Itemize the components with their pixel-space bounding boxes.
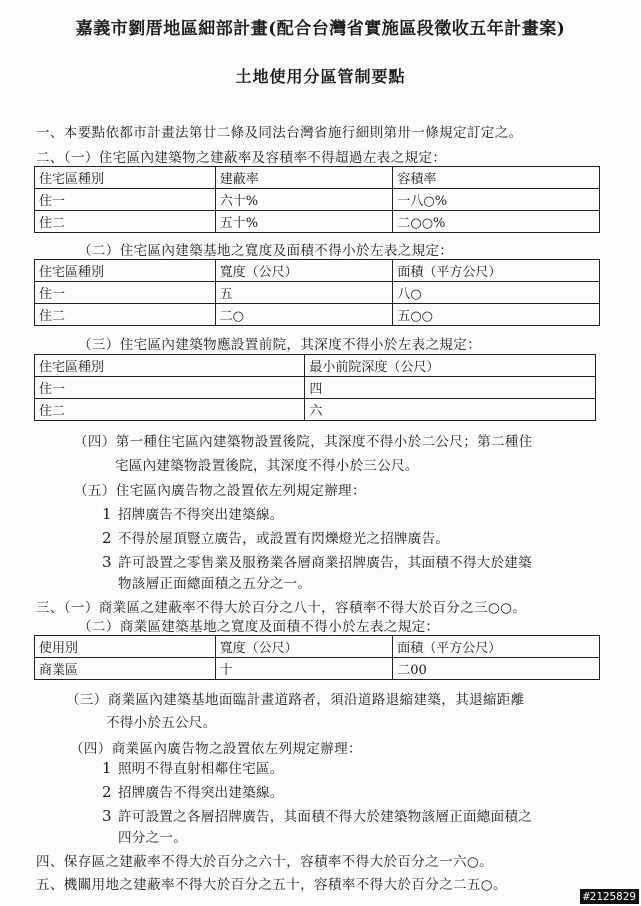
header-cell: 面積（平方公尺） (393, 260, 600, 282)
header-cell: 寬度（公尺） (215, 260, 393, 282)
list-item (102, 781, 284, 801)
clause-3-1: 三、（一）商業區之建蔽率不得大於百分之八十，容積率不得大於百分之三○○。 (36, 600, 527, 616)
table-cell: 住二 (35, 211, 216, 233)
table-cell: 一八○% (393, 189, 600, 211)
list-item (102, 503, 284, 523)
table-cell: 五 (215, 282, 393, 304)
item-number: 1 (102, 505, 112, 523)
clause-3-3: （三）商業區內建築基地面臨計畫道路者，須沿道路退縮建築，其退縮距離 (66, 692, 525, 708)
list-item (102, 757, 284, 777)
clause-2-2: （二）住宅區內建築基地之寬度及面積不得小於左表之規定： (78, 243, 454, 259)
item-number: 3 (102, 807, 112, 825)
item-text: 許可設置之各層招牌廣告，其面積不得大於建築物該層正面總面積之 (118, 809, 532, 825)
list-item (102, 527, 449, 547)
table-cell: 住二 (35, 399, 305, 421)
table-cell: 二00 (393, 658, 600, 680)
item-text: 招牌廣告不得突出建築線。 (118, 507, 284, 523)
table-row (35, 282, 600, 304)
clause-1: 一、本要點依都市計畫法第廿二條及同法台灣省施行細則第卅一條規定訂定之。 (36, 125, 523, 141)
header-cell: 使用別 (35, 636, 216, 658)
table-cell: 五十% (215, 211, 393, 233)
header-cell: 寬度（公尺） (215, 636, 393, 658)
item-number: 3 (102, 553, 112, 571)
list-item (102, 805, 532, 825)
table-cell: 住二 (35, 304, 216, 326)
table-cell: 二○○% (393, 211, 600, 233)
clause-3-4: （四）商業區內廣告物之設置依左列規定辦理： (70, 741, 362, 757)
list-item (102, 551, 532, 571)
header-cell: 最小前院深度（公尺） (305, 355, 596, 377)
table-cell: 六十% (215, 189, 393, 211)
header-cell: 建蔽率 (215, 167, 393, 189)
header-cell: 住宅區種別 (35, 167, 216, 189)
clause-4: 四、保存區之建蔽率不得大於百分之六十，容積率不得大於百分之一六○。 (36, 854, 493, 870)
header-cell: 面積（平方公尺） (393, 636, 600, 658)
table-header-row (35, 260, 600, 282)
table-row (35, 658, 600, 680)
clause-2-4: （四）第一種住宅區內建築物設置後院，其深度不得小於二公尺；第二種住 (74, 434, 533, 450)
table-cell: 二○ (215, 304, 393, 326)
table-cell: 十 (215, 658, 393, 680)
table-cell: 住一 (35, 377, 305, 399)
table-cell: 住一 (35, 189, 216, 211)
document-id-stamp: #2125829 (580, 889, 639, 904)
header-cell: 容積率 (393, 167, 600, 189)
clause-3-2: （二）商業區建築基地之寬度及面積不得小於左表之規定： (78, 619, 440, 635)
header-cell: 住宅區種別 (35, 355, 305, 377)
table-cell: 五○○ (393, 304, 600, 326)
front-yard-table (34, 354, 596, 421)
header-cell: 住宅區種別 (35, 260, 216, 282)
list-item-cont: 物該層正面總面積之五分之一。 (118, 576, 312, 592)
residential-ratio-table (34, 166, 600, 233)
table-cell: 六 (305, 399, 596, 421)
item-text: 招牌廣告不得突出建築線。 (118, 785, 284, 801)
list-item-cont: 四分之一。 (118, 830, 187, 846)
item-number: 2 (102, 529, 112, 547)
table-row (35, 377, 596, 399)
item-number: 1 (102, 759, 112, 777)
table-cell: 八○ (393, 282, 600, 304)
table-cell: 商業區 (35, 658, 216, 680)
clause-3-3-cont: 不得小於五公尺。 (106, 715, 217, 731)
table-header-row (35, 167, 600, 189)
table-row (35, 399, 596, 421)
clause-2-3: （三）住宅區內建築物應設置前院，其深度不得小於左表之規定： (78, 337, 482, 353)
table-cell: 住一 (35, 282, 216, 304)
table-row (35, 189, 600, 211)
item-text: 不得於屋頂豎立廣告，或設置有閃爍燈光之招牌廣告。 (118, 531, 450, 547)
document-title: 嘉義市劉厝地區細部計畫(配合台灣省實施區段徵收五年計畫案) (75, 19, 566, 39)
item-text: 照明不得直射相鄰住宅區。 (118, 761, 284, 777)
table-cell: 四 (305, 377, 596, 399)
table-header-row (35, 355, 596, 377)
commercial-size-table (34, 635, 600, 680)
residential-size-table (34, 259, 600, 326)
clause-5: 五、機關用地之建蔽率不得大於百分之五十，容積率不得大於百分之二五○。 (36, 877, 507, 893)
table-header-row (35, 636, 600, 658)
item-number: 2 (102, 783, 112, 801)
clause-2-4-cont: 宅區內建築物設置後院，其深度不得小於三公尺。 (115, 458, 419, 474)
clause-2-1: 二、（一）住宅區內建築物之建蔽率及容積率不得超過左表之規定： (36, 150, 447, 166)
clause-2-5: （五）住宅區內廣告物之設置依左列規定辦理： (74, 483, 366, 499)
document-subtitle: 土地使用分區管制要點 (235, 67, 406, 86)
table-row (35, 211, 600, 233)
item-text: 許可設置之零售業及服務業各層商業招牌廣告，其面積不得大於建築 (118, 555, 532, 571)
table-row (35, 304, 600, 326)
